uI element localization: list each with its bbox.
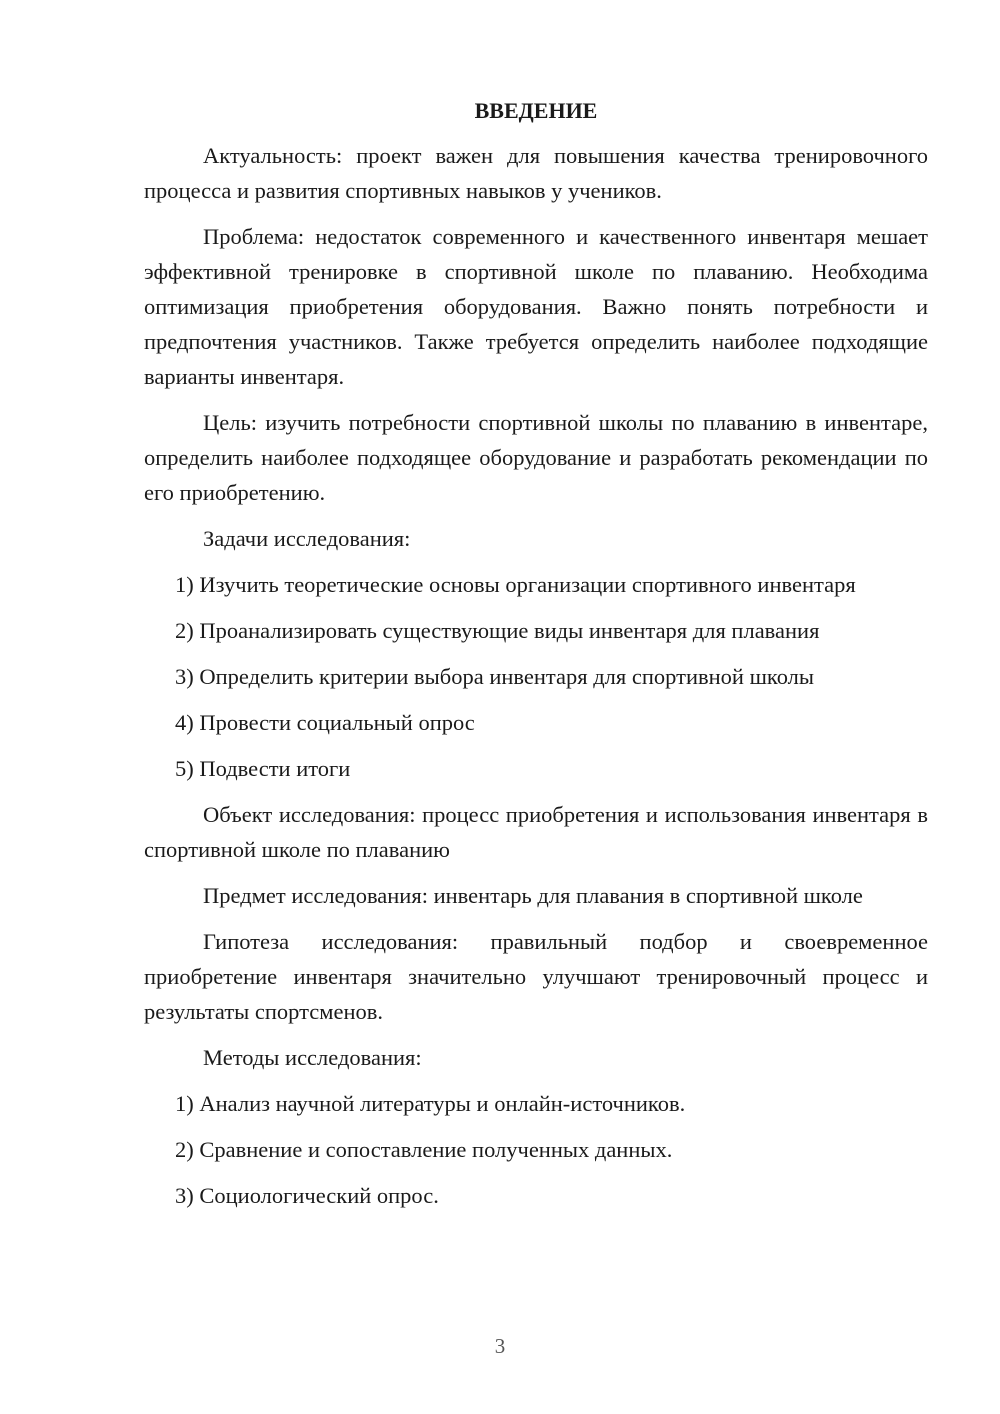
goal-paragraph: Цель: изучить потребности спортивной школы по плаванию в инвентаре, определить наиболее подходящее оборудование и разработать рекомендации по его приобретению. [144,410,928,505]
object-paragraph: Объект исследования: процесс приобретения и использования инвентаря в спортивной школе по плаванию [144,802,928,862]
list-item: 5) Подвести итоги [175,756,351,781]
subject-paragraph: Предмет исследования: инвентарь для плавания в спортивной школе [203,883,863,908]
methods-heading: Методы исследования: [203,1045,422,1070]
tasks-heading: Задачи исследования: [203,526,411,551]
page-number: 3 [494,1334,506,1358]
list-item: 4) Провести социальный опрос [175,710,475,735]
page-title: ВВЕДЕНИЕ [474,98,598,123]
list-item: 2) Сравнение и сопоставление полученных данных. [175,1137,673,1162]
tasks-list [144,567,928,786]
relevance-paragraph: Актуальность: проект важен для повышения качества тренировочного процесса и развития спортивных навыков у учеников. [144,143,928,203]
list-item: 1) Анализ научной литературы и онлайн-источников. [175,1091,686,1116]
list-item: 3) Определить критерии выбора инвентаря для спортивной школы [175,664,814,689]
problem-paragraph: Проблема: недостаток современного и качественного инвентаря мешает эффективной тренировке в спортивной школе по плаванию. Необходима оптимизация приобретения оборудования. Важно понять потребности и предпочтения участников. Также требуется определить наиболее подходящие варианты инвентаря. [144,224,928,389]
document-page [144,94,928,1224]
list-item: 3) Социологический опрос. [175,1183,439,1208]
hypothesis-paragraph: Гипотеза исследования: правильный подбор и своевременное приобретение инвентаря значительно улучшают тренировочный процесс и результаты спортсменов. [144,929,928,1024]
methods-list [144,1086,928,1213]
list-item: 2) Проанализировать существующие виды инвентаря для плавания [175,618,820,643]
list-item: 1) Изучить теоретические основы организации спортивного инвентаря [175,572,856,597]
